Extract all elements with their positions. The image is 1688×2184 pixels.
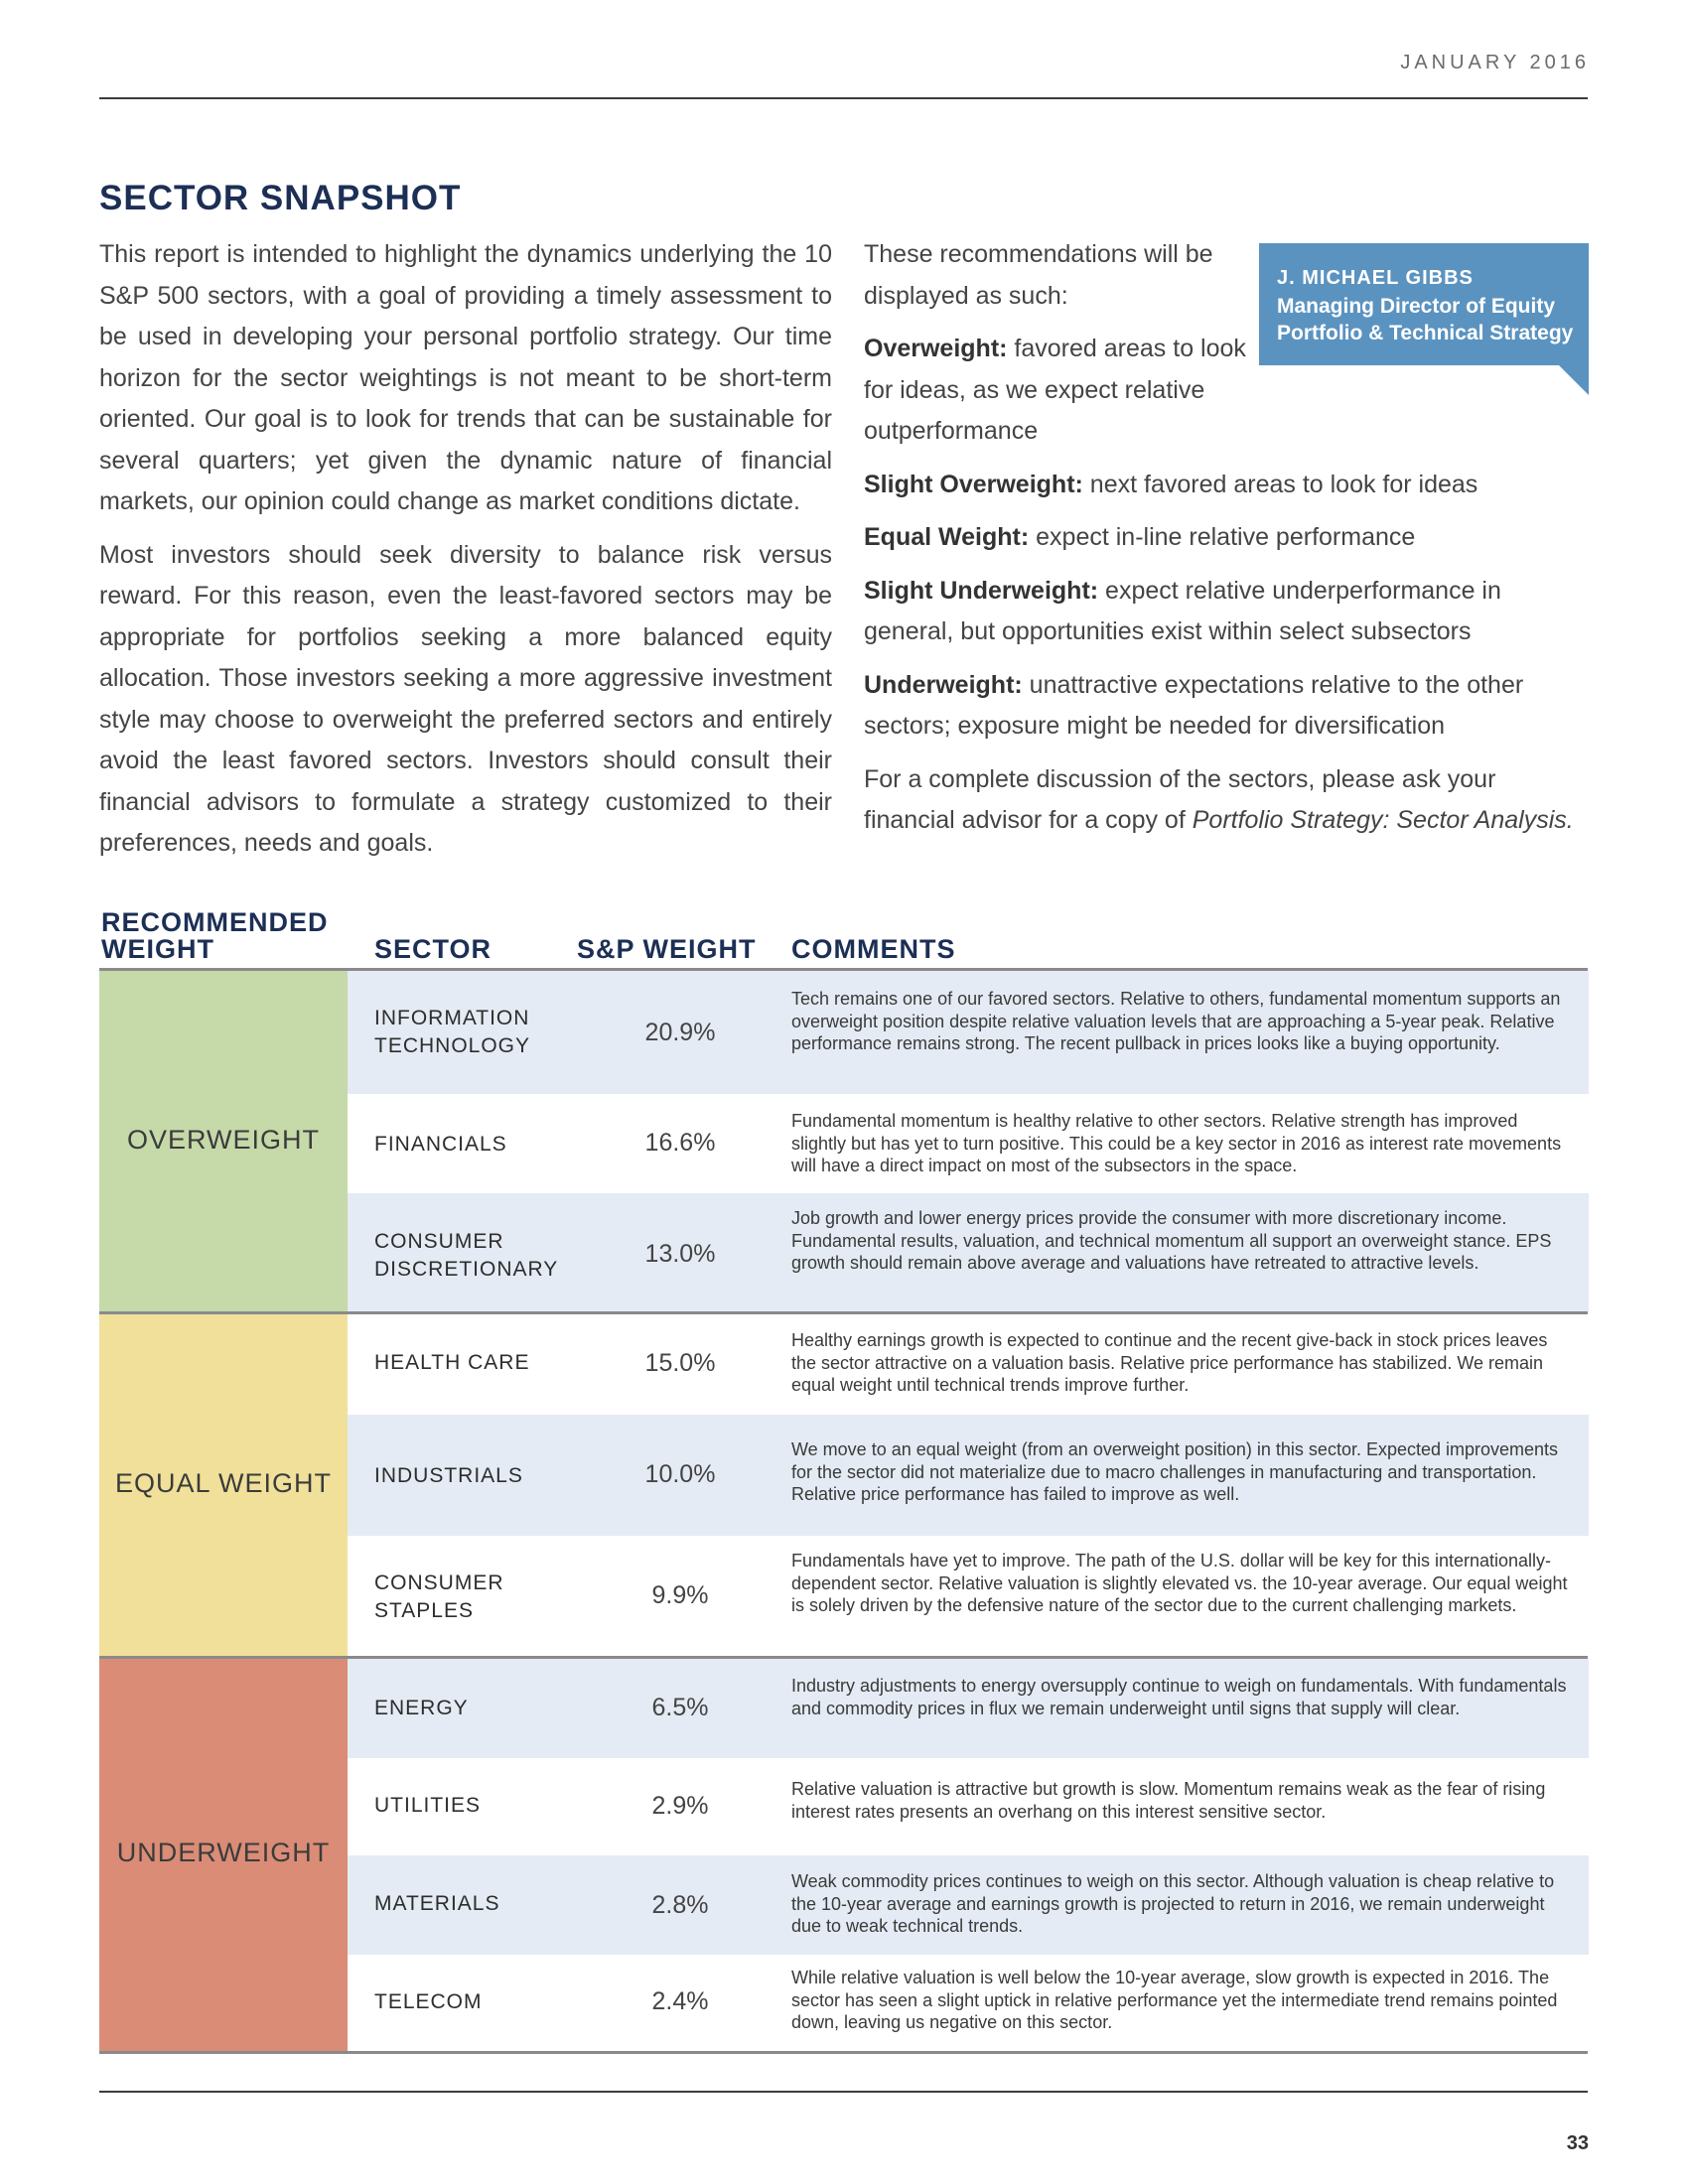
table-row: [348, 1659, 1589, 1758]
sector-name: FINANCIALS: [374, 1133, 507, 1156]
sector-name: CONSUMER STAPLES: [374, 1571, 504, 1622]
table-row: [348, 1955, 1589, 2051]
recommendation-item: [864, 465, 1589, 506]
sector-name: ENERGY: [374, 1697, 469, 1719]
sector-name: MATERIALS: [374, 1892, 500, 1915]
recommendations-closing: [864, 759, 1589, 842]
recommendation-term: Slight Underweight:: [864, 576, 1099, 605]
sector-comment: Tech remains one of our favored sectors. Relative to others, fundamental momentum supports an overweight position despite relative valuation levels that are approaching a 5-year peak. Relative performance remains strong. The recent pullback in prices looks like a buying opportunity.: [791, 989, 1561, 1053]
table-row: [348, 1536, 1589, 1656]
sector-comment: Healthy earnings growth is expected to continue and the recent give-back in stock prices leaves the sector attractive on a valuation basis. Relative price performance has stabilized. We remain equal weight until technical trends improve further.: [791, 1330, 1548, 1395]
intro-paragraph: This report is intended to highlight the dynamics underlying the 10 S&P 500 sectors, with a goal of providing a timely assessment to be used in developing your personal portfolio strategy. Our time horizon for the sector weightings is not meant to be short-term oriented. Our goal is to look for trends that can be sustainable for several quarters; yet given the dynamic nature of financial markets, our opinion could change as market conditions dictate.: [99, 240, 832, 515]
author-name: J. MICHAEL GIBBS: [1277, 267, 1474, 289]
table-row: [348, 1758, 1589, 1855]
recommendation-term: Underweight:: [864, 670, 1023, 699]
page-number: 33: [1566, 2132, 1589, 2154]
sector-comment: Industry adjustments to energy oversupply continue to weigh on fundamentals. With fundamentals and commodity prices in flux we remain underweight until signs that supply will clear.: [791, 1676, 1567, 1718]
group-underweight: [99, 1659, 348, 2051]
recommendation-item: [864, 517, 1589, 559]
header-comments: COMMENTS: [791, 934, 956, 964]
recommendations-lead: These recommendations will be displayed as such:: [864, 240, 1213, 310]
sector-comment: While relative valuation is well below the 10-year average, slow growth is expected in 2016. The sector has seen a slight uptick in relative performance yet the intermediate trend remains pointed down, leaving us negative on this sector.: [791, 1968, 1558, 2032]
sector-comment: Relative valuation is attractive but growth is slow. Momentum remains weak as the fear of rising interest rates presents an overhang on this interest sensitive sector.: [791, 1779, 1546, 1822]
table-row: [348, 1193, 1589, 1311]
sp-weight: 10.0%: [644, 1460, 716, 1488]
recommendation-text: expect relative underperformance in general, but opportunities exist within select subsectors: [864, 576, 1501, 645]
recommendation-text: next favored areas to look for ideas: [1082, 470, 1478, 498]
group-equal-weight: [99, 1314, 348, 1656]
author-box: [1259, 243, 1589, 365]
table-row: [348, 1094, 1589, 1193]
sp-weight: 6.5%: [651, 1694, 709, 1721]
sp-weight: 2.4%: [651, 1987, 709, 2015]
sp-weight: 2.9%: [651, 1792, 709, 1820]
author-role: Managing Director of Equity Portfolio & Technical Strategy: [1277, 295, 1574, 344]
recommendation-text: favored areas to look for ideas, as we expect relative outperformance: [864, 335, 1246, 445]
recommendation-term: Equal Weight:: [864, 523, 1030, 551]
header-sp-weight: S&P WEIGHT: [577, 934, 757, 964]
sector-name: UTILITIES: [374, 1794, 482, 1817]
table-row: [348, 971, 1589, 1094]
footer-rule: [99, 2091, 1588, 2093]
header-recommended-weight: RECOMMENDED WEIGHT: [101, 907, 329, 964]
group-overweight: [99, 971, 348, 1311]
recommendation-text: unattractive expectations relative to the other sectors; exposure might be needed for diversification: [864, 670, 1524, 740]
sector-name: HEALTH CARE: [374, 1351, 530, 1374]
sector-name: CONSUMER DISCRETIONARY: [374, 1230, 559, 1281]
sp-weight: 9.9%: [651, 1581, 709, 1609]
sp-weight: 2.8%: [651, 1891, 709, 1919]
recommendation-term: Slight Overweight:: [864, 470, 1083, 498]
closing-text: For a complete discussion of the sectors, please ask your financial advisor for a copy of: [864, 764, 1496, 834]
sector-comment: Fundamentals have yet to improve. The path of the U.S. dollar will be key for this internationally-dependent sector. Relative valuation is slightly elevated vs. the 10-year average. Our equal weight is solely driven by the defensive nature of the sector due to the current challenging markets.: [791, 1551, 1568, 1615]
sector-comment: Job growth and lower energy prices provide the consumer with more discretionary income. Fundamental results, valuation, and technical momentum all support an overweight stance. EPS growth should remain above average and valuations have retreated to attractive levels.: [791, 1208, 1552, 1273]
table-bottom-rule: [99, 2051, 1588, 2054]
sector-name: INDUSTRIALS: [374, 1464, 523, 1487]
table-row: [348, 1855, 1589, 1955]
sector-name: TELECOM: [374, 1990, 483, 2013]
sector-comment: Fundamental momentum is healthy relative to other sectors. Relative strength has improved slightly but has yet to turn positive. This could be a key sector in 2016 as interest rate movements will have a direct impact on most of the subsectors in the space.: [791, 1111, 1562, 1175]
recommendation-term: Overweight:: [864, 335, 1008, 362]
header-sector: SECTOR: [374, 934, 492, 964]
section-title: SECTOR SNAPSHOT: [99, 179, 462, 217]
sp-weight: 16.6%: [644, 1129, 716, 1157]
table-row: [348, 1415, 1589, 1536]
recommendation-item: [864, 665, 1589, 748]
group-label: UNDERWEIGHT: [116, 1838, 331, 1867]
header-rule: [99, 97, 1588, 99]
header-date: JANUARY 2016: [1400, 52, 1590, 73]
sector-comment: We move to an equal weight (from an overweight position) in this sector. Expected improvements for the sector did not materialize due to macro challenges in manufacturing and transportation. Relative price performance has failed to improve as well.: [791, 1439, 1559, 1504]
intro-paragraph: Most investors should seek diversity to balance risk versus reward. For this reason, even the least-favored sectors may be appropriate for portfolios seeking a more balanced equity allocation. Those investors seeking a more aggressive investment style may choose to overweight the preferred sectors and entirely avoid the least favored sectors. Investors should consult their financial advisors to formulate a strategy customized to their preferences, needs and goals.: [99, 540, 832, 857]
recommendation-item: [864, 329, 1246, 453]
sector-name: INFORMATION TECHNOLOGY: [374, 1007, 531, 1057]
recommendation-item: [864, 571, 1589, 653]
sp-weight: 13.0%: [644, 1240, 716, 1268]
closing-publication-title: Portfolio Strategy: Sector Analysis.: [1192, 806, 1574, 834]
table-row: [348, 1314, 1589, 1415]
sector-comment: Weak commodity prices continues to weigh on this sector. Although valuation is cheap relative to the 10-year average and earnings growth is projected to return in 2016, we remain underweight due to weak technical trends.: [791, 1871, 1555, 1936]
group-label: OVERWEIGHT: [126, 1125, 321, 1155]
group-label: EQUAL WEIGHT: [114, 1468, 333, 1498]
recommendation-text: expect in-line relative performance: [1029, 523, 1416, 551]
intro-column: [99, 234, 832, 877]
sp-weight: 20.9%: [644, 1019, 716, 1046]
sp-weight: 15.0%: [644, 1349, 716, 1377]
